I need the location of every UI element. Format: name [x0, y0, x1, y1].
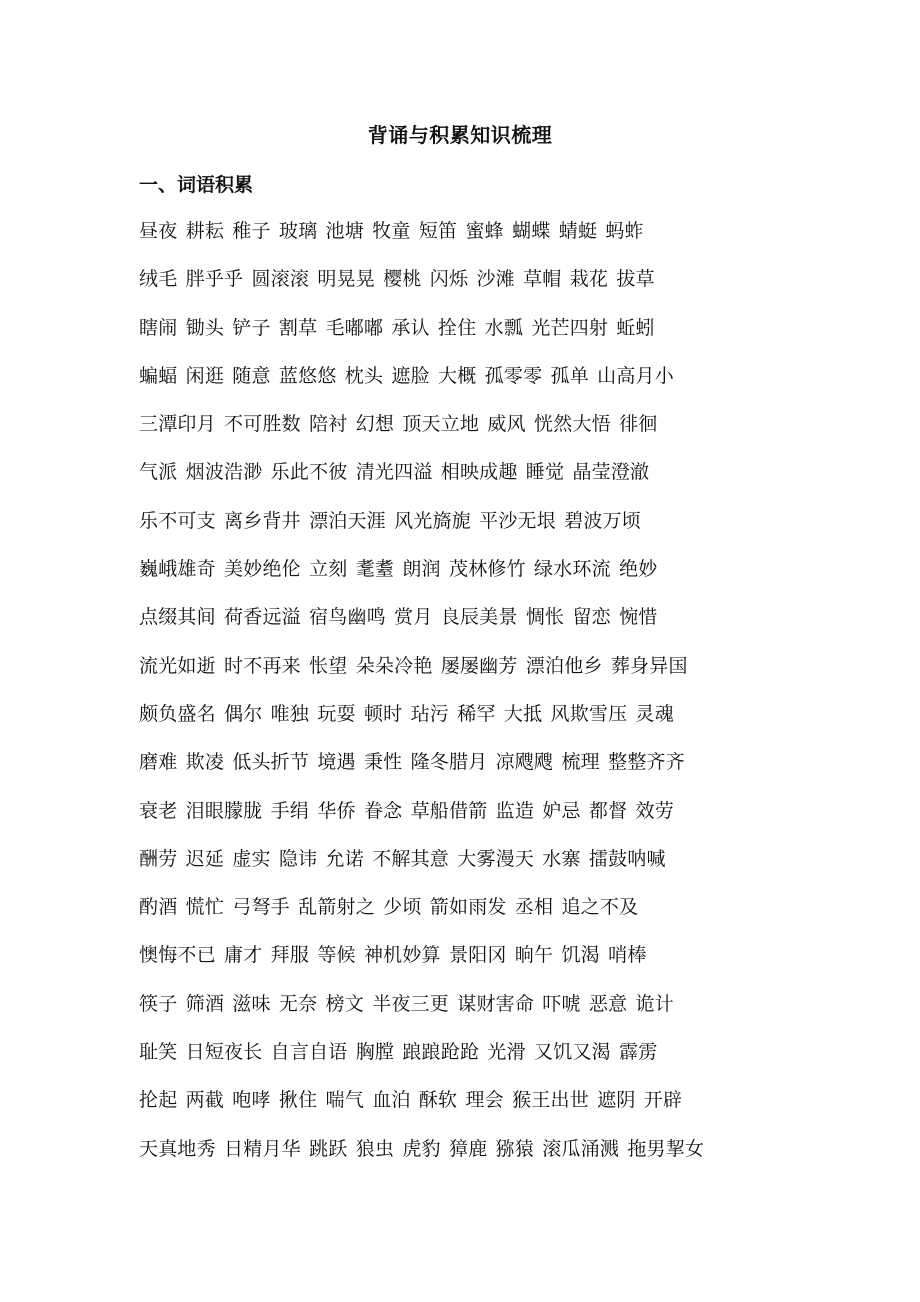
- vocabulary-line: 蝙蝠 闲逛 随意 蓝悠悠 枕头 遮脸 大概 孤零零 孤单 山高月小: [139, 364, 674, 387]
- vocabulary-line: 酬劳 迟延 虚实 隐讳 允诺 不解其意 大雾漫天 水寨 擂鼓呐喊: [139, 847, 666, 870]
- vocabulary-line: 昼夜 耕耘 稚子 玻璃 池塘 牧童 短笛 蜜蜂 蝴蝶 蜻蜓 蚂蚱: [139, 220, 644, 242]
- vocabulary-line: 懊悔不已 庸才 拜服 等候 神机妙算 景阳冈 晌午 饥渴 哨棒: [139, 944, 647, 967]
- vocabulary-line: 抡起 两截 咆哮 揪住 喘气 血泊 酥软 理会 猴王出世 遮阴 开辟: [139, 1089, 683, 1112]
- vocabulary-line: 气派 烟波浩渺 乐此不彼 清光四溢 相映成趣 睡觉 晶莹澄澈: [139, 461, 650, 484]
- vocabulary-line: 三潭印月 不可胜数 陪衬 幻想 顶天立地 威风 恍然大悟 徘徊: [139, 413, 658, 436]
- vocabulary-line: 流光如逝 时不再来 怅望 朵朵冷艳 屡屡幽芳 漂泊他乡 葬身异国: [139, 654, 688, 677]
- vocabulary-line: 点缀其间 荷香远溢 宿鸟幽鸣 赏月 良辰美景 惆怅 留恋 惋惜: [139, 606, 658, 629]
- vocabulary-line: 酌酒 慌忙 弓弩手 乱箭射之 少顷 箭如雨发 丞相 追之不及: [139, 896, 639, 919]
- vocabulary-line: 绒毛 胖乎乎 圆滚滚 明晃晃 樱桃 闪烁 沙滩 草帽 栽花 拔草: [139, 268, 655, 291]
- vocabulary-line: 瞎闹 锄头 铲子 割草 毛嘟嘟 承认 拴住 水瓢 光芒四射 蚯蚓: [139, 316, 655, 339]
- vocabulary-line: 筷子 筛酒 滋味 无奈 榜文 半夜三更 谋财害命 吓唬 恶意 诡计: [139, 992, 674, 1015]
- vocabulary-line: 颇负盛名 偶尔 唯独 玩耍 顿时 玷污 稀罕 大抵 风欺雪压 灵魂: [139, 702, 674, 725]
- vocabulary-line: 巍峨雄奇 美妙绝伦 立刻 耄耋 朗润 茂林修竹 绿水环流 绝妙: [139, 558, 658, 581]
- page-title: 背诵与积累知识梳理: [367, 123, 553, 147]
- vocabulary-list: [139, 216, 819, 1182]
- vocabulary-line: 乐不可支 离乡背井 漂泊天涯 风光旖旎 平沙无垠 碧波万顷: [139, 509, 641, 532]
- vocabulary-line: 耻笑 日短夜长 自言自语 胸膛 踉踉跄跄 光滑 又饥又渴 霹雳: [139, 1041, 658, 1064]
- vocabulary-line: 磨难 欺凌 低头折节 境遇 秉性 隆冬腊月 凉飕飕 梳理 整整齐齐: [139, 751, 685, 774]
- vocabulary-line: 天真地秀 日精月华 跳跃 狼虫 虎豹 獐鹿 猕猿 滚瓜涌溅 拖男挈女: [139, 1137, 705, 1160]
- vocabulary-line: 衰老 泪眼朦胧 手绢 华侨 眷念 草船借箭 监造 妒忌 都督 效劳: [139, 799, 674, 822]
- section-heading: 一、词语积累: [139, 174, 254, 196]
